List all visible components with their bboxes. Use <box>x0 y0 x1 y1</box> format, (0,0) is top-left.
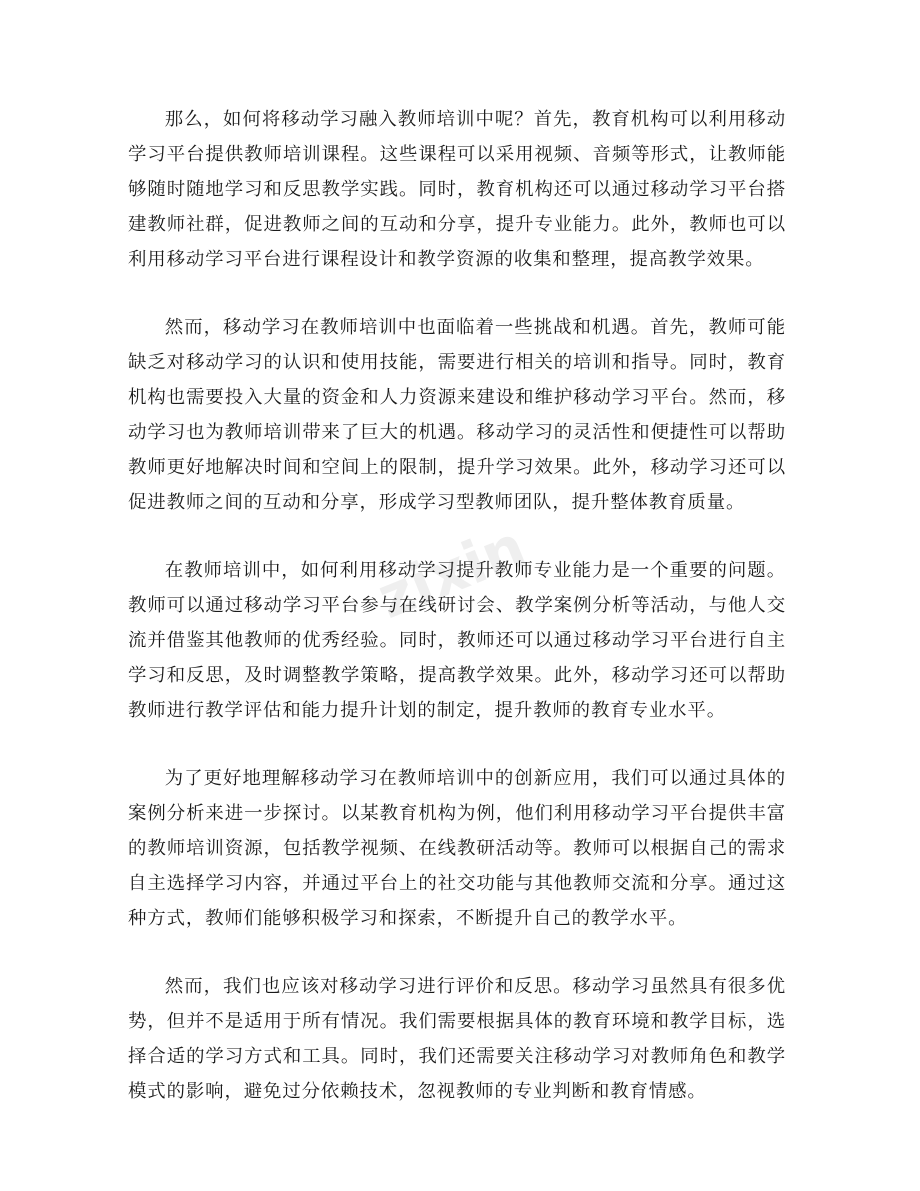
paragraph-2: 然而，移动学习在教师培训中也面临着一些挑战和机遇。首先，教师可能缺乏对移动学习的认识和使用技能，需要进行相关的培训和指导。同时，教育机构也需要投入大量的资金和人力资源来建设和维护移动学习平台。然而，移动学习也为教师培训带来了巨大的机遇。移动学习的灵活性和便捷性可以帮助教师更好地解决时间和空间上的限制，提升学习效果。此外，移动学习还可以促进教师之间的互动和分享，形成学习型教师团队，提升整体教育质量。 <box>128 317 786 513</box>
paragraph-3: 在教师培训中，如何利用移动学习提升教师专业能力是一个重要的问题。教师可以通过移动学习平台参与在线研讨会、教学案例分析等活动，与他人交流并借鉴其他教师的优秀经验。同时，教师还可以通过移动学习平台进行自主学习和反思，及时调整教学策略，提高教学效果。此外，移动学习还可以帮助教师进行教学评估和能力提升计划的制定，提升教师的教育专业水平。 <box>128 560 786 721</box>
paragraph-5: 然而，我们也应该对移动学习进行评价和反思。移动学习虽然具有很多优势，但并不是适用于所有情况。我们需要根据具体的教育环境和教学目标，选择合适的学习方式和工具。同时，我们还需要关注移动学习对教师角色和教学模式的影响，避免过分依赖技术，忽视教师的专业判断和教育情感。 <box>128 976 786 1102</box>
watermark: zixin <box>368 511 535 633</box>
document-body <box>128 102 786 1142</box>
paragraph-1: 那么，如何将移动学习融入教师培训中呢？首先，教育机构可以利用移动学习平台提供教师培训课程。这些课程可以采用视频、音频等形式，让教师能够随时随地学习和反思教学实践。同时，教育机构还可以通过移动学习平台搭建教师社群，促进教师之间的互动和分享，提升专业能力。此外，教师也可以利用移动学习平台进行课程设计和教学资源的收集和整理，提高教学效果。 <box>128 109 786 270</box>
paragraph-4: 为了更好地理解移动学习在教师培训中的创新应用，我们可以通过具体的案例分析来进一步探讨。以某教育机构为例，他们利用移动学习平台提供丰富的教师培训资源，包括教学视频、在线教研活动等。教师可以根据自己的需求自主选择学习内容，并通过平台上的社交功能与其他教师交流和分享。通过这种方式，教师们能够积极学习和探索，不断提升自己的教学水平。 <box>128 768 786 929</box>
